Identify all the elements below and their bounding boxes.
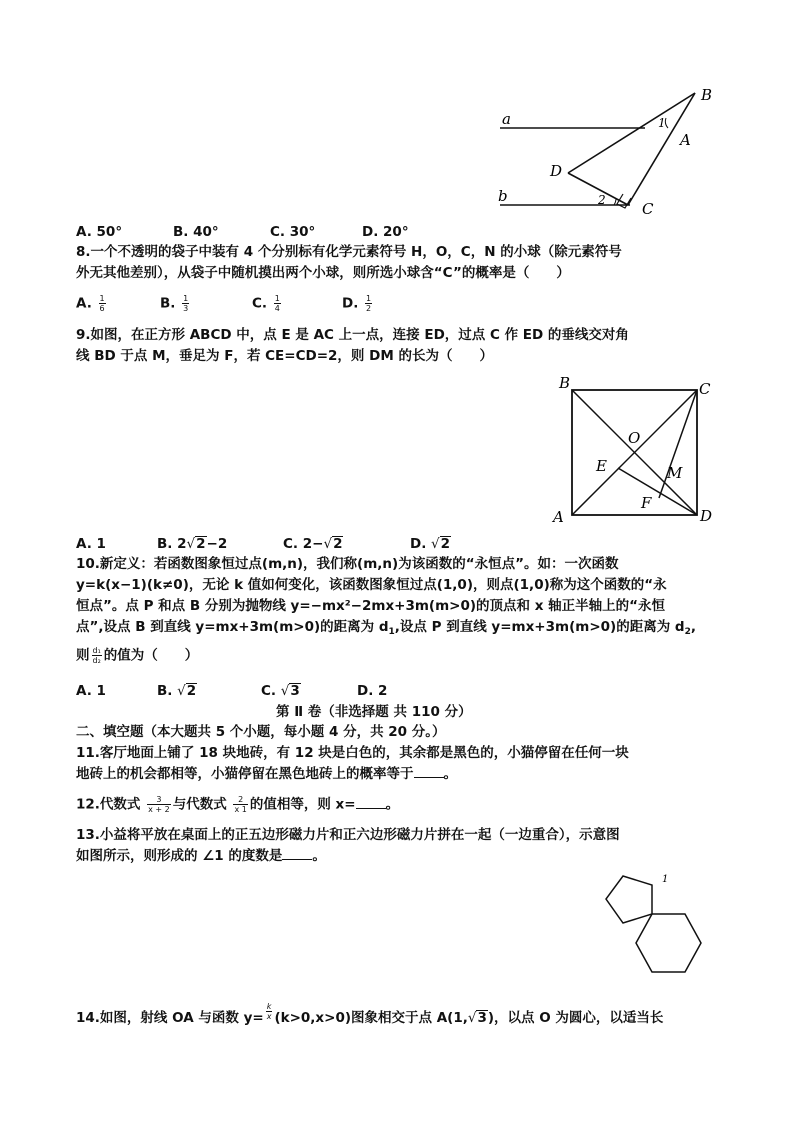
label-C: C [642,200,654,218]
label-angle2: 2 [598,193,606,207]
q13-line1: 13.小益将平放在桌面上的正五边形磁力片和正六边形磁力片拼在一起（一边重合），示意图 [76,827,620,843]
label-D: D [550,162,563,180]
label-C: C [699,380,711,398]
q10-line1: 10.新定义：若函数图象恒过点(m,n)，我们称(m,n)为该函数的“永恒点”。如：一次函数 [76,556,619,572]
q9-option-a: A. 1 [76,536,106,552]
fill-in-title: 二、填空题（本大题共 5 个小题，每小题 4 分，共 20 分。） [76,724,446,740]
q10-line3: 恒点”。点 P 和点 B 分别为抛物线 y=−mx²−2mx+3m(m>0)的顶点和 x 轴正半轴上的“永恒 [76,598,666,614]
q12-answer-blank [356,796,386,809]
q9-option-d: D. √2 [410,536,451,552]
q10-line4: 点”,设点 B 到直线 y=mx+3m(m>0)的距离为 $d_1$,设点 P 到直线 y=mx+3m(m>0)的距离为 $d_2$, [76,619,696,637]
q12-line: 12.代数式 $\frac{3}{x + 2}$ 与代数式 $\frac{2}{x 1}$ 的值相等，则 x= 。 [76,795,400,814]
q9-figure [545,370,725,530]
label-A: A [553,508,564,526]
label-angle1: 1 [662,874,669,885]
q8-line2: 外无其他差别），从袋子中随机摸出两个小球，则所选小球含“C”的概率是（ ） [76,265,570,281]
q9-line2: 线 BD 于点 M，垂足为 F，若 CE=CD=2，则 DM 的长为（ ） [76,348,493,364]
q7-option-c: C. 30° [270,224,316,240]
section2-title: 第 Ⅱ 卷（非选择题 共 110 分） [276,704,472,720]
label-B: B [701,86,713,104]
q9-option-b: B. 2√2−2 [157,536,228,552]
q10-line2: y=k(x−1)(k≠0)，无论 k 值如何变化，该函数图象恒过点(1,0)，则点(1,0)称为这个函数的“永 [76,577,667,593]
q10-option-b: B. √2 [157,683,197,699]
q10-line5: 则 $\frac{\text{d₁}}{\text{d₂}}$ 的值为（ ） [76,646,199,665]
q7-figure [490,80,730,220]
q13-line2: 如图所示，则形成的 ∠1 的度数是 。 [76,848,326,864]
q13-figure [596,868,726,988]
label-A: A [680,131,691,149]
label-D: D [700,507,713,525]
label-B: B [559,374,571,392]
q10-option-a: A. 1 [76,683,106,699]
q9-line1: 9.如图，在正方形 ABCD 中，点 E 是 AC 上一点，连接 ED，过点 C 作 ED 的垂线交对角 [76,327,629,343]
q8-option-d: D. $\frac{1}{2}$ [342,294,372,313]
q7-option-b: B. 40° [173,224,219,240]
label-angle1: 1 [658,116,666,130]
q8-option-a: A. $\frac{1}{6}$ [76,294,105,313]
q11-line2: 地砖上的机会都相等，小猫停留在黑色地砖上的概率等于 。 [76,766,457,782]
label-F: F [641,494,652,512]
label-M: M [667,464,683,482]
q9-option-c: C. 2−√2 [283,536,343,552]
label-b: b [498,187,508,205]
label-O: O [628,429,641,447]
q10-option-d: D. 2 [357,683,388,699]
q13-answer-blank [282,847,312,860]
label-E: E [596,457,607,475]
q10-option-c: C. √3 [261,683,300,699]
q7-option-d: D. 20° [362,224,409,240]
q8-option-b: B. $\frac{1}{3}$ [160,294,189,313]
label-a: a [502,110,511,128]
q7-option-a: A. 50° [76,224,123,240]
q8-option-c: C. $\frac{1}{4}$ [252,294,280,313]
q14-line: 14.如图，射线 OA 与函数 y= $\frac{k}{x}$ (k>0,x>0)图象相交于点 A(1,√3)，以点 O 为圆心，以适当长 [76,1002,664,1026]
q11-answer-blank [414,765,444,778]
q8-line1: 8.一个不透明的袋子中装有 4 个分别标有化学元素符号 H，O，C，N 的小球（除元素符号 [76,244,622,260]
q11-line1: 11.客厅地面上铺了 18 块地砖，有 12 块是白色的，其余都是黑色的，小猫停留在任何一块 [76,745,629,761]
